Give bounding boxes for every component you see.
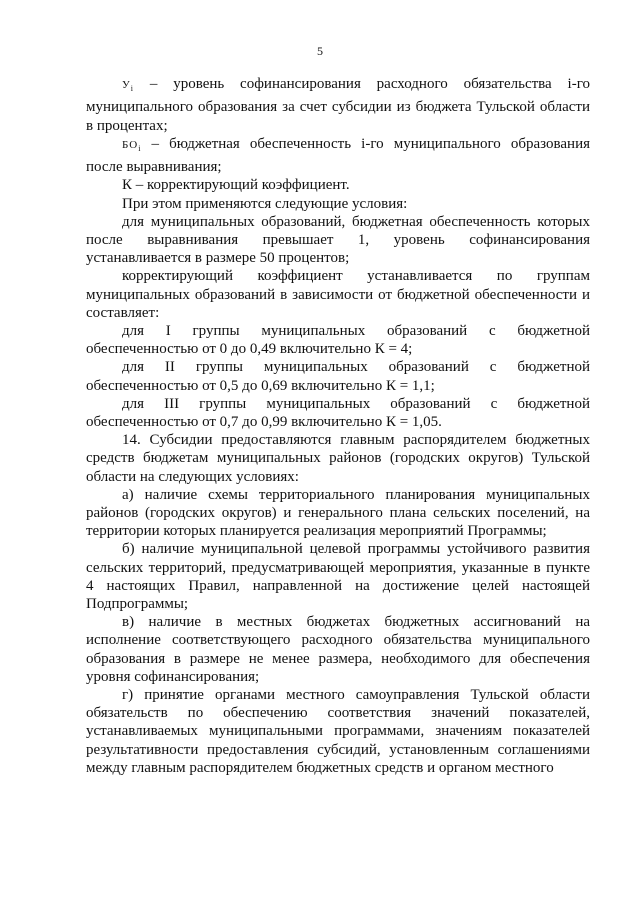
paragraph-condition-c: в) наличие в местных бюджетах бюджетных ассигнований на исполнение соответствующего расходного обязательства муниципального образования в размере не менее размера, необходимого для обеспечения уровня софинансирования; (86, 614, 590, 685)
symbol-y: $У_i$ (122, 79, 135, 94)
page-number: 5 (317, 44, 323, 58)
paragraph-condition-a: а) наличие схемы территориального планирования муниципальных районов (городских округов) и генерального плана сельских поселений, на территории которых планируется реализация мероприятий Программы; (86, 486, 590, 540)
paragraph-condition-d: г) принятие органами местного самоуправления Тульской области обязательств по обеспечению соответствия значений показателей, устанавливаемых муниципальными программами, значениям показателей результативности предоставления субсидий, установленным соглашениями между главным распорядителем бюджетных средств и органом местного (86, 687, 590, 776)
paragraph-item-14: 14. Субсидии предоставляются главным распорядителем бюджетных средств бюджетам муниципальных районов (городских округов) Тульской области на следующих условиях: (86, 432, 590, 485)
paragraph-condition-50-percent: для муниципальных образований, бюджетная обеспеченность которых после выравнивания превышает 1, уровень софинансирования устанавливается в размере 50 процентов; (86, 213, 590, 267)
paragraph-coefficient-groups: корректирующий коэффициент устанавливается по группам муниципальных образований в зависимости от бюджетной обеспеченности и составляет: (86, 268, 590, 321)
paragraph-definition-bo: $БО_i$ – бюджетная обеспеченность i-го муниципального образования после выравнивания; (86, 135, 590, 176)
paragraph-definition-y: $У_i$ – уровень софинансирования расходного обязательства i-го муниципального образования за счет субсидии из бюджета Тульской области в процентах; (86, 76, 590, 134)
document-body (86, 75, 590, 777)
paragraph-conditions-intro: При этом применяются следующие условия: (122, 195, 408, 212)
symbol-bo: $БО_i$ (122, 138, 142, 153)
paragraph-group-3: для III группы муниципальных образований с бюджетной обеспеченностью от 0,7 до 0,99 включительно К = 1,05. (86, 395, 590, 431)
paragraph-group-1: для I группы муниципальных образований с бюджетной обеспеченностью от 0 до 0,49 включительно К = 4; (86, 323, 590, 358)
paragraph-definition-k: К – корректирующий коэффициент. (122, 177, 350, 194)
paragraph-group-2: для II группы муниципальных образований с бюджетной обеспеченностью от 0,5 до 0,69 включительно К = 1,1; (86, 359, 590, 394)
paragraph-condition-b: б) наличие муниципальной целевой программы устойчивого развития сельских территорий, предусматривающей мероприятия, указанные в пункте 4 настоящих Правил, направленной на достижение целей настоящей Подпрограммы; (86, 541, 590, 613)
